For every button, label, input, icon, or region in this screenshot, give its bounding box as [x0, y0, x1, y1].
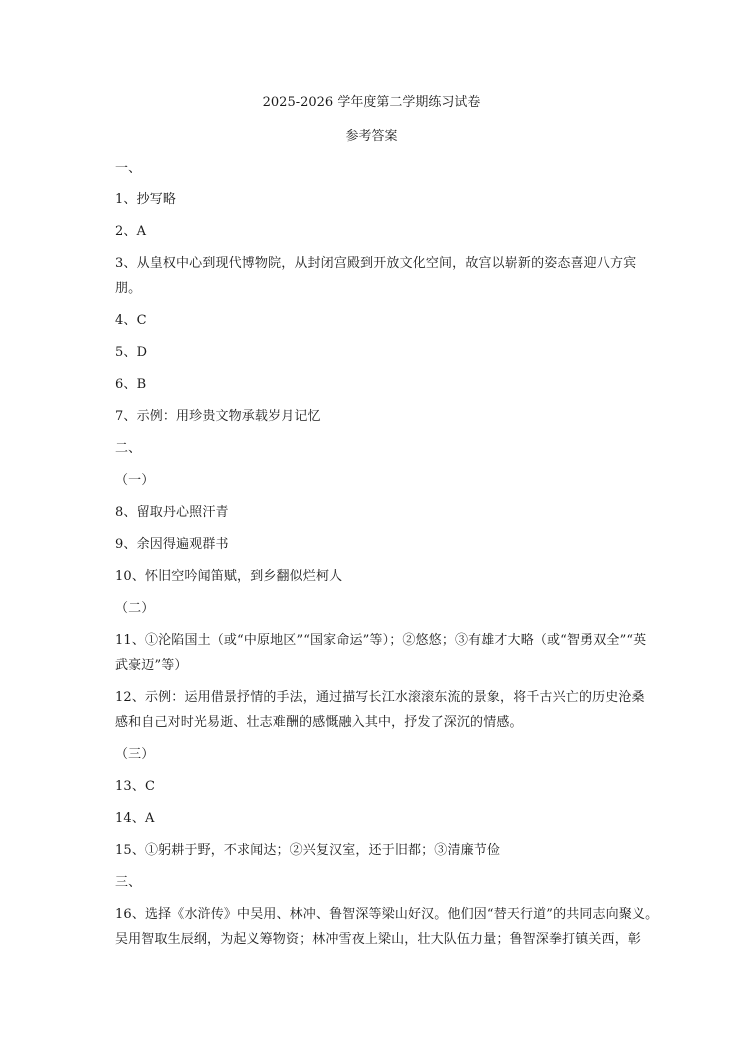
answer-line: 7、示例：用珍贵文物承载岁月记忆 — [115, 409, 321, 424]
document-subtitle: 参考答案 — [345, 129, 398, 144]
answer-line: 6、B — [115, 377, 147, 392]
answer-line: 13、C — [115, 779, 156, 794]
section-heading-2: 二、 — [115, 441, 142, 456]
answer-line: 2、A — [115, 224, 147, 239]
subsection-heading: （二） — [115, 601, 155, 616]
answer-line: 10、怀旧空吟闻笛赋，到乡翻似烂柯人 — [115, 569, 343, 584]
answer-line: 3、从皇权中心到现代博物院，从封闭宫殿到开放文化空间，故宫以崭新的姿态喜迎八方宾 — [115, 256, 637, 271]
subsection-heading: （三） — [115, 747, 155, 762]
answer-line: 14、A — [115, 811, 155, 826]
subsection-heading: （一） — [115, 473, 155, 488]
answer-line: 4、C — [115, 313, 147, 328]
document-title: 2025-2026 学年度第二学期练习试卷 — [262, 95, 481, 110]
answer-line-continuation: 朋。 — [115, 281, 142, 296]
answer-line: 16、选择《水浒传》中吴用、林冲、鲁智深等梁山好汉。他们因“替天行道”的共同志向聚义。 — [115, 907, 659, 922]
answer-line-continuation: 武豪迈”等） — [115, 658, 188, 673]
section-heading-1: 一、 — [115, 161, 142, 176]
answer-line: 8、留取丹心照汗青 — [115, 505, 229, 520]
answer-line: 12、示例：运用借景抒情的手法，通过描写长江水滚滚东流的景象，将千古兴亡的历史沧桑 — [115, 690, 645, 705]
section-heading-3: 三、 — [115, 875, 142, 890]
answer-line-continuation: 吴用智取生辰纲，为起义筹物资；林冲雪夜上梁山，壮大队伍力量；鲁智深拳打镇关西，彰 — [115, 932, 642, 947]
answer-line: 5、D — [115, 345, 148, 360]
answer-line: 9、余因得遍观群书 — [115, 537, 229, 552]
answer-line: 15、①躬耕于野，不求闻达；②兴复汉室，还于旧都；③清廉节俭 — [115, 843, 501, 858]
answer-line-continuation: 感和自己对时光易逝、壮志难酬的感慨融入其中，抒发了深沉的情感。 — [115, 715, 523, 730]
answer-line: 1、抄写略 — [115, 192, 177, 207]
answer-line: 11、①沦陷国土（或“中原地区”“国家命运”等）；②悠悠；③有雄才大略（或“智勇双全”“英 — [115, 633, 647, 648]
